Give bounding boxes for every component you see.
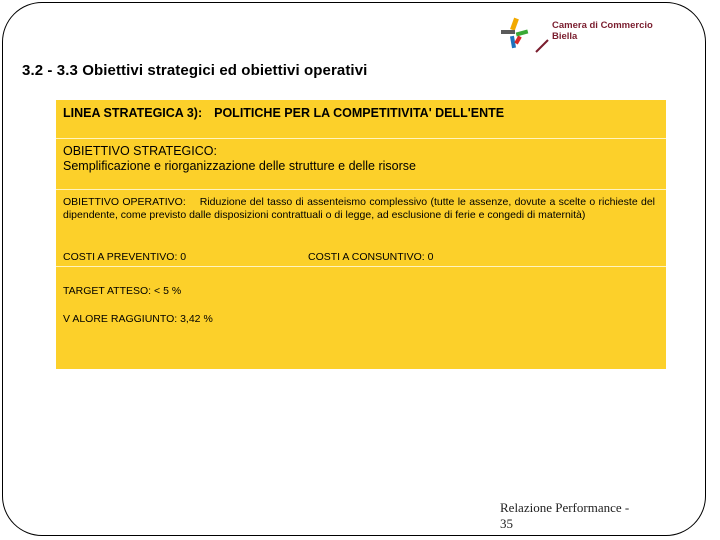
footer-text: Relazione Performance - <box>500 500 630 515</box>
strategic-line-row <box>63 106 504 120</box>
logo-line-2: Biella <box>552 31 578 42</box>
strategic-objective-label: OBIETTIVO STRATEGICO: <box>63 144 217 158</box>
operative-objective <box>63 196 655 222</box>
chamber-logo-text <box>552 20 653 42</box>
expected-target: TARGET ATTESO: < 5 % <box>63 285 182 297</box>
page-number: 35 <box>500 516 513 531</box>
chamber-logo <box>494 14 654 58</box>
objective-card <box>56 100 666 369</box>
operative-objective-value: Riduzione del tasso di assenteismo complessivo (tutte le assenze, dovute a scelte o richieste del dipendente, come previsto dalle disposizioni contrattuali o di legge, ad esclusione di ferie e congedi di maternità) <box>63 196 656 221</box>
cost-preventive: COSTI A PREVENTIVO: 0 <box>63 251 187 263</box>
strategic-line-value: POLITICHE PER LA COMPETITIVITA' DELL'ENTE <box>214 106 505 120</box>
divider <box>56 189 666 190</box>
strategic-line-label: LINEA STRATEGICA 3): <box>63 106 203 120</box>
cost-final: COSTI A CONSUNTIVO: 0 <box>308 251 434 263</box>
divider <box>56 138 666 139</box>
value-achieved: V ALORE RAGGIUNTO: 3,42 % <box>63 313 213 325</box>
strategic-objective-value: Semplificazione e riorganizzazione delle strutture e delle risorse <box>63 159 416 173</box>
footer <box>500 500 650 532</box>
costs-row <box>63 251 434 263</box>
page-title: 3.2 - 3.3 Obiettivi strategici ed obiettivi operativi <box>22 62 368 79</box>
logo-line-1: Camera di Commercio <box>552 20 653 31</box>
strategic-objective <box>63 144 416 174</box>
chamber-logo-mark-icon <box>494 14 550 58</box>
operative-objective-label: OBIETTIVO OPERATIVO: <box>63 196 186 208</box>
divider <box>56 266 666 267</box>
